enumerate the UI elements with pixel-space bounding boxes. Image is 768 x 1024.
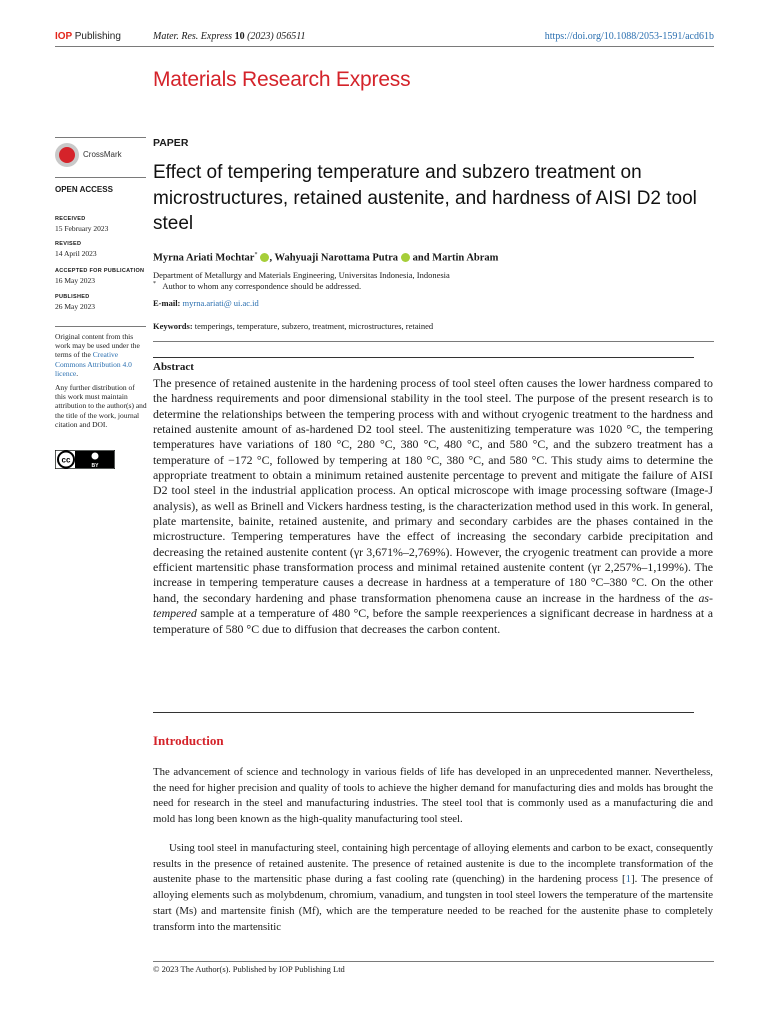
header-divider bbox=[55, 46, 714, 47]
iop-publishing-logo bbox=[55, 31, 121, 42]
correspondence-text: Author to whom any correspondence should be addressed. bbox=[162, 281, 362, 291]
intro-paragraph bbox=[153, 841, 713, 935]
intro-text: Using tool steel in manufacturing steel, containing high percentage of alloying elements and carbon to be exact, consequently results in the presence of retained austenite. The presence of retained austenite is due to the incomplete transformation of the austenite phase to the martensitic phase during a fast cooling rate (quenching) in the hardening process [ bbox=[153, 842, 713, 886]
citation-journal: Mater. Res. Express bbox=[153, 31, 233, 42]
citation-year-article: (2023) 056511 bbox=[247, 31, 306, 42]
journal-title: Materials Research Express bbox=[153, 68, 411, 91]
sidebar-divider bbox=[55, 326, 146, 327]
open-access-label: OPEN ACCESS bbox=[55, 185, 113, 194]
cc-by-badge-icon[interactable] bbox=[55, 450, 115, 469]
keywords-label: Keywords: bbox=[153, 321, 193, 331]
author-name[interactable]: Myrna Ariati Mochtar bbox=[153, 252, 255, 264]
sidebar-divider bbox=[55, 177, 146, 178]
received-date: 15 February 2023 bbox=[55, 224, 109, 233]
logo-publishing: Publishing bbox=[74, 31, 121, 42]
license-text: Original content from this work may be used under the terms of the bbox=[55, 332, 140, 360]
abstract-part: The presence of retained austenite in the hardening process of tool steel often causes the lower hardness compared to the hardness requirements and poor dimensional stability in the tool steel. The purpose of the present research is to determine the relationships between the tempering process with and without cryogenic treatment to the hardness and retained austenite amount of as-hardened D2 tool steel. The austenitizing temperature was 1020 °C, the tempering temperatures have variations of 180 °C, 280 °C, 380 °C, 480 °C, and 580 °C, and the subzero treatment has a temperature of −172 °C, followed by tempering at 180 °C, 380 °C, and 580 °C. This study aims to determine the appropriate treatment to obtain a minimum retained austenite percentage to prevent and mitigate the failure of AISI D2 tool steel in the industrial application process. An optical microscope with image processing software (Image-J analysis), as well as Brinell and Vickers hardness testing, is the characterization method used in this work. In general, plate martensite, bainite, retained austenite, and primary and secondary carbides are the phases contained in the microstructure. Tempering temperatures have the effect of increasing the secondary carbide precipitation and decreasing the retained austenite content (γr 3,671%–2,769%). However, the cryogenic treatment can provide a more efficient martensitic phase transformation process and minimal retained austenite content (γr 2,257%–1,199%). The increase in tempering temperature causes a decrease in hardness at a temperature of 180 °C–380 °C. On the other hand, the secondary hardening and phase transformation phenomena cause an increase in the hardness of the bbox=[153, 376, 713, 605]
cc-license-link[interactable]: Creative Commons Attribution 4.0 licence bbox=[55, 350, 132, 378]
crossmark-icon bbox=[55, 143, 79, 167]
citation-volume: 10 bbox=[234, 31, 245, 42]
article-type: PAPER bbox=[153, 137, 189, 149]
crossmark-label: CrossMark bbox=[83, 150, 122, 159]
abstract-top-rule bbox=[153, 357, 694, 358]
license-statement bbox=[55, 332, 147, 378]
doi-link[interactable]: https://doi.org/10.1088/2053-1591/acd61b bbox=[544, 31, 714, 42]
email-link[interactable]: myrna.ariati@ ui.ac.id bbox=[182, 298, 259, 308]
intro-text: ]. The presence of alloying elements such as molybdenum, chromium, vanadium, and tungsten in tool steel lowers the temperature of the martensite start (Ms) and martensite finish (Mf), which are the temperature needed to be reached for the austenite phase to completely transform into the martensitic bbox=[153, 873, 713, 933]
published-date: 26 May 2023 bbox=[55, 302, 95, 311]
footer-divider bbox=[153, 961, 714, 962]
abstract-bottom-rule bbox=[153, 712, 694, 713]
published-label: PUBLISHED bbox=[55, 294, 90, 300]
section-divider bbox=[153, 341, 714, 342]
introduction-heading: Introduction bbox=[153, 733, 224, 748]
revised-date: 14 April 2023 bbox=[55, 249, 97, 258]
article-title: Effect of tempering temperature and subzero treatment on microstructures, retained austenite, and hardness of AISI D2 tool steel bbox=[153, 162, 697, 234]
accepted-label: ACCEPTED FOR PUBLICATION bbox=[55, 268, 145, 274]
corresponding-mark: * bbox=[153, 281, 156, 288]
sidebar-divider bbox=[55, 137, 146, 138]
abstract-text bbox=[153, 376, 713, 637]
citation bbox=[153, 31, 305, 42]
accepted-date: 16 May 2023 bbox=[55, 276, 95, 285]
license-period: . bbox=[76, 368, 79, 378]
by-text: BY bbox=[91, 463, 99, 469]
author-list bbox=[153, 252, 498, 264]
corresponding-mark: * bbox=[254, 252, 258, 258]
abstract-part: sample at a temperature of 480 °C, before the sample reexperiences a significant decrease in hardness at a temperature of 580 °C due to diffusion that decreases the carbon content. bbox=[153, 606, 713, 636]
cc-text: cc bbox=[61, 455, 71, 465]
crossmark-badge[interactable] bbox=[55, 143, 146, 169]
abstract-italic: as-tempered bbox=[153, 590, 713, 621]
logo-iop: IOP bbox=[55, 31, 73, 42]
reference-link[interactable]: 1 bbox=[625, 873, 632, 886]
author-name[interactable]: and Martin Abram bbox=[410, 252, 499, 264]
keywords-text: temperings, temperature, subzero, treatment, microstructures, retained bbox=[194, 321, 434, 331]
correspondence-note bbox=[153, 281, 361, 291]
affiliation: Department of Metallurgy and Materials Engineering, Universitas Indonesia, Indonesia bbox=[153, 270, 450, 280]
keywords-line bbox=[153, 321, 433, 331]
received-label: RECEIVED bbox=[55, 216, 86, 222]
attribution-statement: Any further distribution of this work must maintain attribution to the author(s) and the title of the work, journal citation and DOI. bbox=[55, 383, 147, 429]
revised-label: REVISED bbox=[55, 241, 82, 247]
author-name[interactable]: , Wahyuaji Narottama Putra bbox=[269, 252, 399, 264]
copyright-footer: © 2023 The Author(s). Published by IOP Publishing Ltd bbox=[153, 964, 345, 974]
orcid-icon[interactable] bbox=[401, 253, 410, 262]
intro-paragraph: The advancement of science and technology in various fields of life has developed in an unprecedented manner. Nevertheless, the need for higher precision and quality of tools to achieve the higher demand for manufacturing dies and molds has brought the need for research in the steel and manufacturing industries. The steel tool that is commonly used as a manufacturing die and mold has long been known as the high-quality manufacturing tool steel. bbox=[153, 766, 713, 826]
email-label: E-mail: bbox=[153, 298, 181, 308]
abstract-heading: Abstract bbox=[153, 361, 194, 373]
email-line bbox=[153, 298, 259, 308]
